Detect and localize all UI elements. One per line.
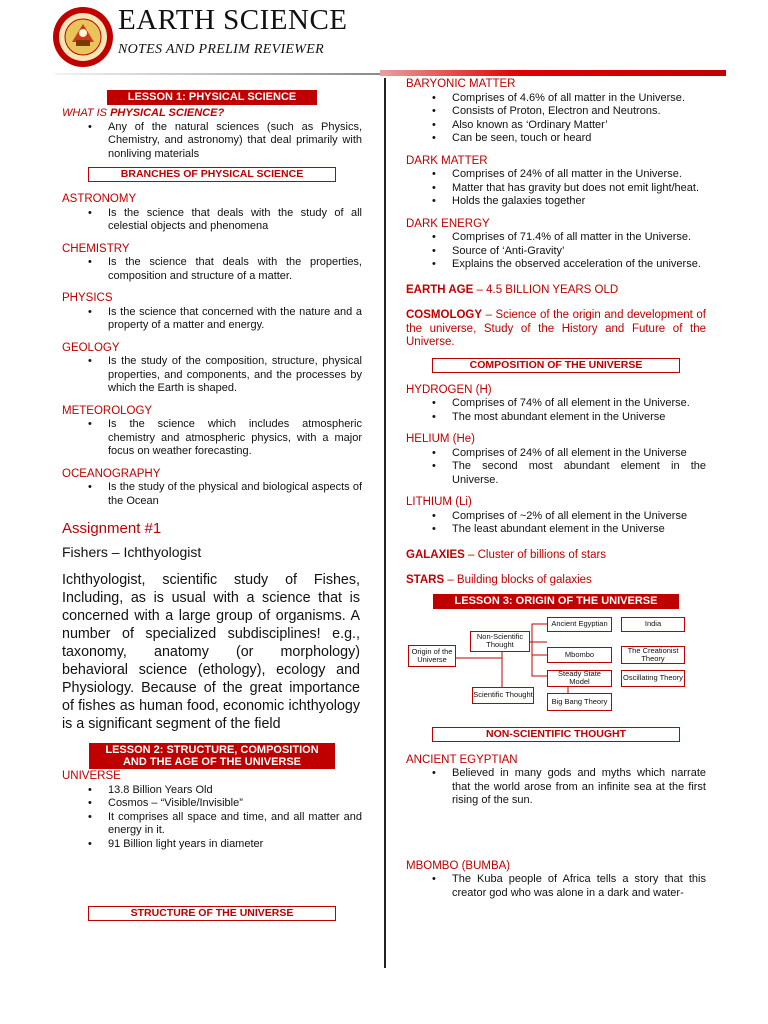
baryonic-list bbox=[406, 92, 706, 146]
what-is-prefix: WHAT IS bbox=[62, 107, 111, 119]
list-item: • Is the science which includes atmospheric chemistry and atmospheric physics, with a major focus on weather forecasting. bbox=[62, 418, 362, 459]
list-item: • It comprises all space and time, and all matter and energy in it. bbox=[62, 811, 362, 838]
list-item: • Believed in many gods and myths which narrate that the world arose from an infinite sea at the first rising of the sun. bbox=[406, 767, 706, 808]
list-item: • Comprises of ~2% of all element in the Universe bbox=[406, 510, 706, 524]
non-scientific-heading: NON-SCIENTIFIC THOUGHT bbox=[432, 727, 680, 742]
branch-astronomy-list bbox=[62, 207, 362, 234]
cosmology-def: – Science of the origin and development of the universe, Study of the History and Future of the Universe. bbox=[406, 309, 706, 348]
list-item: • The least abundant element in the Universe bbox=[406, 523, 706, 537]
what-is-list bbox=[62, 121, 362, 162]
mbombo-list bbox=[406, 873, 706, 900]
stars-def: – Building blocks of galaxies bbox=[444, 574, 592, 586]
list-item: • Explains the observed acceleration of the universe. bbox=[406, 258, 706, 272]
ancient-egyptian-head: ANCIENT EGYPTIAN bbox=[406, 753, 518, 766]
list-item: • Matter that has gravity but does not emit light/heat. bbox=[406, 182, 706, 196]
stars-line bbox=[406, 574, 706, 588]
lithium-head: LITHIUM (Li) bbox=[406, 496, 472, 508]
list-item: • Any of the natural sciences (such as Physics, Chemistry, and astronomy) that deal primarily with nonliving materials bbox=[62, 121, 362, 162]
flow-mbombo-box: Mbombo bbox=[547, 647, 612, 663]
branch-astronomy-head: ASTRONOMY bbox=[62, 193, 137, 205]
what-is-line bbox=[62, 107, 362, 121]
list-item: • Comprises of 24% of all matter in the Universe. bbox=[406, 168, 706, 182]
flow-creationist-box: The Creationist Theory bbox=[621, 646, 685, 664]
stars-term: STARS bbox=[406, 574, 445, 586]
dark-matter-head: DARK MATTER bbox=[406, 154, 488, 167]
flow-oscillating-box: Oscillating Theory bbox=[621, 670, 685, 687]
list-item: • Source of ‘Anti-Gravity’ bbox=[406, 245, 706, 259]
flow-steady-state-box: Steady State Model bbox=[547, 670, 612, 687]
branch-chemistry-list bbox=[62, 256, 362, 283]
list-item: • Is the study of the physical and biological aspects of the Ocean bbox=[62, 481, 362, 508]
lesson2-line2: AND THE AGE OF THE UNIVERSE bbox=[122, 756, 302, 768]
list-item: • Comprises of 74% of all element in the Universe. bbox=[406, 397, 706, 411]
branch-geology-list bbox=[62, 355, 362, 396]
list-item: • Is the science that concerned with the nature and a property of a matter and energy. bbox=[62, 306, 362, 333]
dark-matter-list bbox=[406, 168, 706, 209]
lithium-list bbox=[406, 510, 706, 537]
ancient-egyptian-list bbox=[406, 767, 706, 808]
dark-energy-head: DARK ENERGY bbox=[406, 217, 490, 230]
header-red-rule bbox=[380, 70, 726, 76]
branch-oceanography-head: OCEANOGRAPHY bbox=[62, 467, 161, 480]
earth-age-def: – 4.5 BILLION YEARS OLD bbox=[473, 283, 619, 296]
branches-heading: BRANCHES OF PHYSICAL SCIENCE bbox=[88, 167, 336, 182]
flow-india-box: India bbox=[621, 617, 685, 632]
column-divider bbox=[384, 78, 386, 968]
right-column bbox=[406, 78, 706, 900]
header-gray-rule bbox=[55, 73, 385, 75]
mbombo-head: MBOMBO (BUMBA) bbox=[406, 859, 511, 872]
ichthyology-paragraph: Ichthyologist, scientific study of Fishes, Including, as is usual with a science that is concerned with a large group of organisms. A number of specialized subdisciplines! e.g., taxonomy, anatomy (or morphology) behavioral science (ethology), ecology and Physiology. Because of the great importance of fishes as human food, economic ichthyology is a significant segment of the field bbox=[62, 572, 360, 732]
branch-physics-head: PHYSICS bbox=[62, 292, 113, 304]
fishers-line: Fishers – Ichthyologist bbox=[62, 543, 202, 560]
list-item: • The second most abundant element in the Universe. bbox=[406, 460, 706, 487]
left-column bbox=[62, 90, 362, 921]
lesson3-heading: LESSON 3: ORIGIN OF THE UNIVERSE bbox=[433, 594, 679, 609]
flow-big-bang-box: Big Bang Theory bbox=[547, 693, 612, 711]
list-item: • Holds the galaxies together bbox=[406, 195, 706, 209]
galaxies-def: – Cluster of billions of stars bbox=[464, 548, 607, 561]
origin-flowchart bbox=[406, 617, 706, 721]
university-seal-logo bbox=[52, 6, 114, 68]
lesson2-heading bbox=[89, 743, 335, 769]
structure-heading: STRUCTURE OF THE UNIVERSE bbox=[88, 906, 336, 921]
lesson1-heading: LESSON 1: PHYSICAL SCIENCE bbox=[107, 90, 317, 105]
lesson2-line1: LESSON 2: STRUCTURE, COMPOSITION bbox=[105, 744, 319, 756]
universe-list bbox=[62, 784, 362, 852]
document-subtitle: NOTES AND PRELIM REVIEWER bbox=[118, 42, 324, 57]
list-item: • Is the science that deals with the study of all celestial objects and phenomena bbox=[62, 207, 362, 234]
list-item: • Comprises of 24% of all element in the Universe bbox=[406, 447, 706, 461]
list-item: • Comprises of 71.4% of all matter in the Universe. bbox=[406, 231, 706, 245]
galaxies-term: GALAXIES bbox=[406, 548, 465, 561]
flow-origin-box: Origin of the Universe bbox=[408, 645, 456, 667]
branch-oceanography-list bbox=[62, 481, 362, 508]
helium-head: HELIUM (He) bbox=[406, 433, 476, 445]
list-item: • The Kuba people of Africa tells a story that this creator god who was alone in a dark and water- bbox=[406, 873, 706, 900]
branch-meteorology-list bbox=[62, 418, 362, 459]
earth-age-term: EARTH AGE bbox=[406, 283, 474, 296]
hydrogen-head: HYDROGEN (H) bbox=[406, 383, 492, 396]
helium-list bbox=[406, 447, 706, 488]
list-item: • Is the science that deals with the properties, composition and structure of a matter. bbox=[62, 256, 362, 283]
earth-age-line bbox=[406, 284, 706, 298]
branch-geology-head: GEOLOGY bbox=[62, 341, 120, 354]
list-item: • Cosmos – “Visible/Invisible” bbox=[62, 797, 362, 811]
list-item: • Is the study of the composition, structure, physical properties, and components, and the processes by which the Earth is shaped. bbox=[62, 355, 362, 396]
flow-ancient-egyptian-box: Ancient Egyptian bbox=[547, 617, 612, 632]
flow-scientific-box: Scientific Thought bbox=[472, 687, 534, 704]
dark-energy-list bbox=[406, 231, 706, 272]
list-item: • Consists of Proton, Electron and Neutrons. bbox=[406, 105, 706, 119]
baryonic-head: BARYONIC MATTER bbox=[406, 78, 516, 90]
galaxies-line bbox=[406, 549, 706, 563]
flow-non-scientific-box: Non-Scientific Thought bbox=[470, 631, 530, 652]
list-item: • Comprises of 4.6% of all matter in the Universe. bbox=[406, 92, 706, 106]
hydrogen-list bbox=[406, 397, 706, 424]
branch-physics-list bbox=[62, 306, 362, 333]
branch-chemistry-head: CHEMISTRY bbox=[62, 242, 130, 255]
assignment-heading: Assignment #1 bbox=[62, 520, 162, 537]
document-title: EARTH SCIENCE bbox=[118, 4, 348, 36]
list-item: • Also known as ‘Ordinary Matter’ bbox=[406, 119, 706, 133]
list-item: • 13.8 Billion Years Old bbox=[62, 784, 362, 798]
cosmology-line bbox=[406, 309, 706, 350]
list-item: • 91 Billion light years in diameter bbox=[62, 838, 362, 852]
cosmology-term: COSMOLOGY bbox=[406, 309, 483, 321]
universe-head: UNIVERSE bbox=[62, 770, 121, 782]
branch-meteorology-head: METEOROLOGY bbox=[62, 404, 153, 417]
what-is-term: PHYSICAL SCIENCE? bbox=[110, 107, 225, 119]
list-item: • The most abundant element in the Universe bbox=[406, 411, 706, 425]
composition-heading: COMPOSITION OF THE UNIVERSE bbox=[432, 358, 680, 373]
list-item: • Can be seen, touch or heard bbox=[406, 132, 706, 146]
